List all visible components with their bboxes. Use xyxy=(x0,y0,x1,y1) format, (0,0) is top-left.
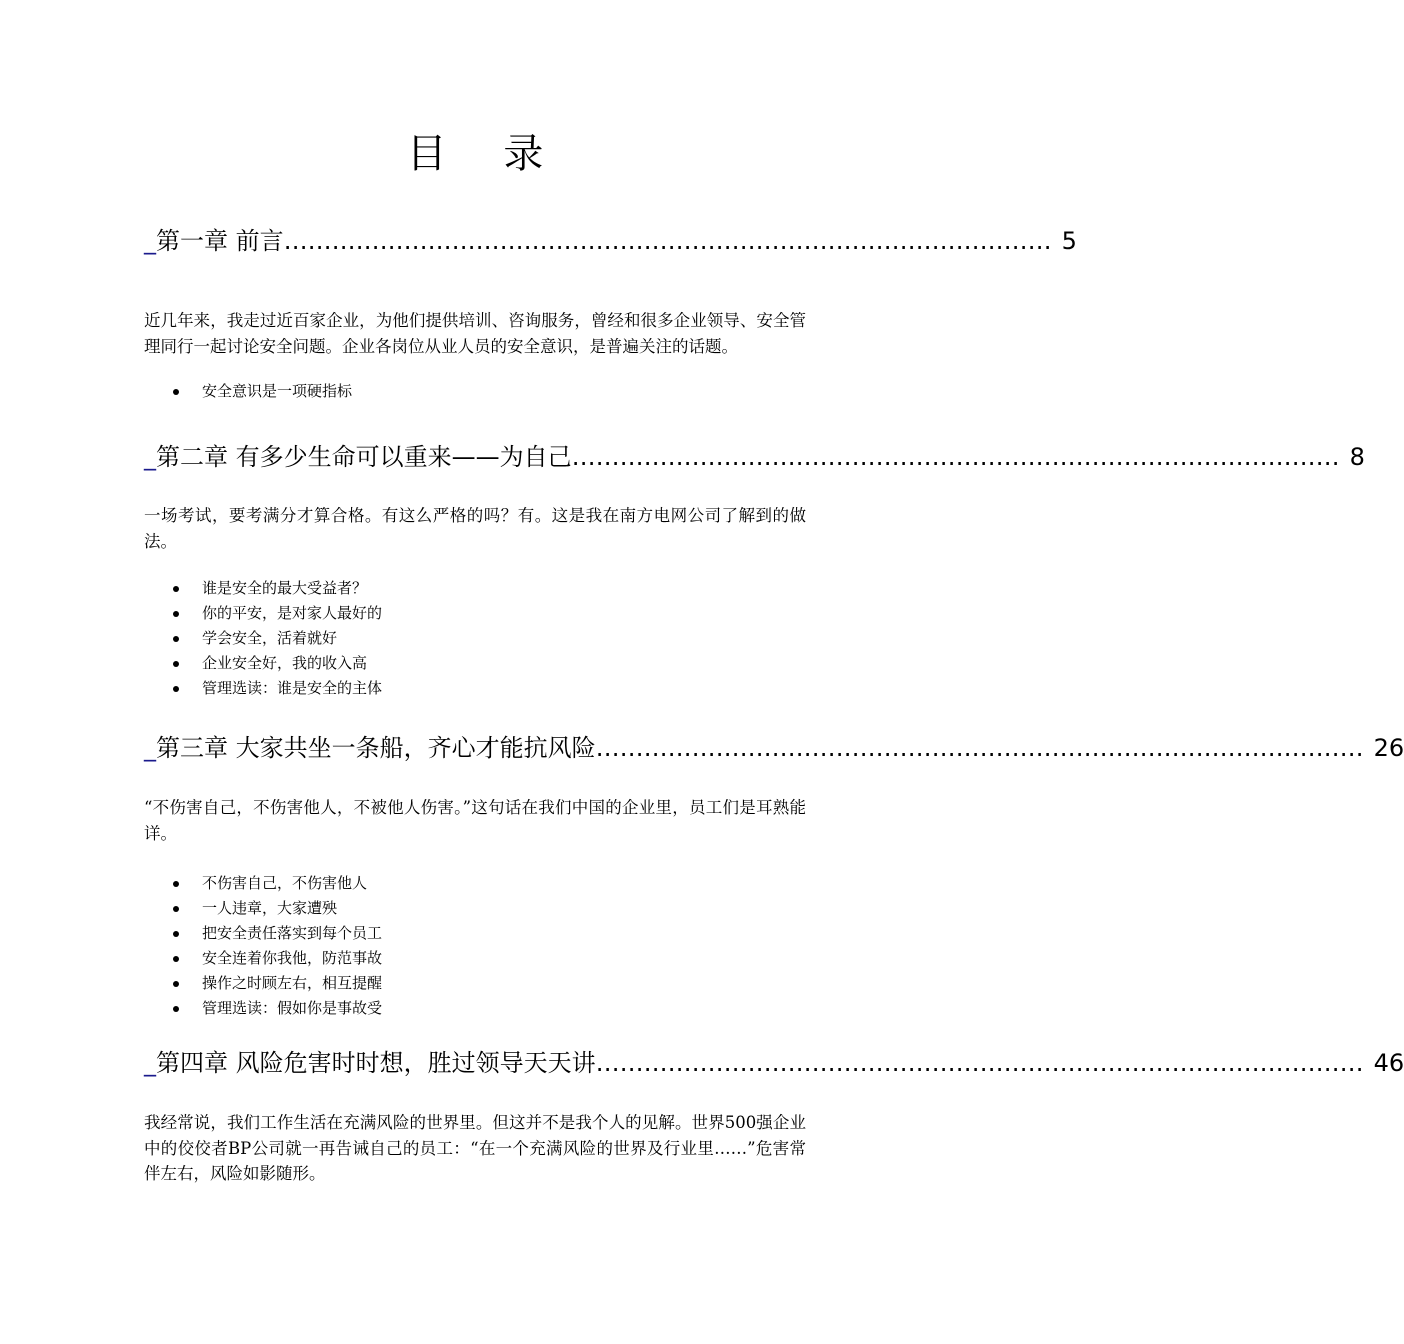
list-item xyxy=(144,626,806,651)
chapter-page-number: 8 xyxy=(1349,443,1365,471)
bullet-icon xyxy=(173,881,179,887)
list-item xyxy=(144,676,806,701)
chapter-heading[interactable] xyxy=(144,440,1365,474)
section-list xyxy=(144,871,806,1021)
list-item xyxy=(144,871,806,896)
bullet-icon xyxy=(173,636,179,642)
chapter-page-number: 46 xyxy=(1373,1049,1404,1077)
link-marker: _ xyxy=(144,1049,156,1077)
dot-leader: …………………………………………………………………………………… xyxy=(595,734,1364,762)
list-item-text: 安全意识是一项硬指标 xyxy=(202,382,353,400)
chapter-summary: 一场考试，要考满分才算合格。有这么严格的吗？有。这是我在南方电网公司了解到的做法。 xyxy=(144,506,806,551)
list-item-text: 企业安全好，我的收入高 xyxy=(202,654,368,672)
list-item xyxy=(144,921,806,946)
list-item xyxy=(144,651,806,676)
bullet-icon xyxy=(173,686,179,692)
dot-leader: …………………………………………………………………………………… xyxy=(595,1049,1364,1077)
list-item-text: 管理选读：假如你是事故受 xyxy=(202,999,383,1017)
bullet-icon xyxy=(173,586,179,592)
chapter-heading[interactable] xyxy=(144,731,1404,765)
bullet-icon xyxy=(173,956,179,962)
chapter-3 xyxy=(144,731,1404,1021)
list-item xyxy=(144,946,806,971)
dot-leader: …………………………………………………………………………………… xyxy=(571,443,1340,471)
chapter-title: 第四章 风险危害时时想，胜过领导天天讲 xyxy=(156,1049,596,1077)
list-item-text: 操作之时顾左右，相互提醒 xyxy=(202,974,383,992)
chapter-4 xyxy=(144,1046,1404,1187)
list-item-text: 把安全责任落实到每个员工 xyxy=(202,924,383,942)
list-item xyxy=(144,896,806,921)
chapter-heading[interactable] xyxy=(144,1046,1404,1080)
chapter-page-number: 26 xyxy=(1373,734,1404,762)
bullet-icon xyxy=(173,1006,179,1012)
list-item xyxy=(144,576,806,601)
list-item-text: 你的平安，是对家人最好的 xyxy=(202,604,383,622)
chapter-title: 第一章 前言 xyxy=(156,227,284,255)
chapter-title: 第三章 大家共坐一条船，齐心才能抗风险 xyxy=(156,734,596,762)
chapter-summary: 近几年来，我走过近百家企业，为他们提供培训、咨询服务，曾经和很多企业领导、安全管理同行一起讨论安全问题。企业各岗位从业人员的安全意识，是普遍关注的话题。 xyxy=(144,311,806,356)
list-item-text: 学会安全，活着就好 xyxy=(202,629,338,647)
chapter-1 xyxy=(144,224,1077,404)
chapter-heading[interactable] xyxy=(144,224,1077,258)
list-item xyxy=(144,379,806,404)
chapter-2 xyxy=(144,440,1365,701)
bullet-icon xyxy=(173,661,179,667)
dot-leader: …………………………………………………………………………………… xyxy=(283,227,1052,255)
list-item-text: 不伤害自己，不伤害他人 xyxy=(202,874,368,892)
list-item xyxy=(144,996,806,1021)
chapter-page-number: 5 xyxy=(1061,227,1077,255)
link-marker: _ xyxy=(144,734,156,762)
list-item-text: 谁是安全的最大受益者？ xyxy=(202,579,368,597)
list-item-text: 安全连着你我他，防范事故 xyxy=(202,949,383,967)
list-item xyxy=(144,601,806,626)
list-item-text: 一人违章，大家遭殃 xyxy=(202,899,338,917)
list-item xyxy=(144,971,806,996)
bullet-icon xyxy=(173,611,179,617)
bullet-icon xyxy=(173,906,179,912)
bullet-icon xyxy=(173,981,179,987)
bullet-icon xyxy=(173,389,179,395)
section-list xyxy=(144,379,806,404)
link-marker: _ xyxy=(144,227,156,255)
chapter-summary: 我经常说，我们工作生活在充满风险的世界里。但这并不是我个人的见解。世界500强企业中的佼佼者BP公司就一再告诫自己的员工：“在一个充满风险的世界及行业里……”危害常伴左右，风险如影随形。 xyxy=(144,1113,806,1183)
link-marker: _ xyxy=(144,443,156,471)
section-list xyxy=(144,576,806,701)
toc-title: 目 录 xyxy=(406,131,566,177)
chapter-summary: “不伤害自己，不伤害他人，不被他人伤害。”这句话在我们中国的企业里，员工们是耳熟能详。 xyxy=(144,798,806,843)
bullet-icon xyxy=(173,931,179,937)
chapter-title: 第二章 有多少生命可以重来——为自己 xyxy=(156,443,572,471)
list-item-text: 管理选读：谁是安全的主体 xyxy=(202,679,383,697)
